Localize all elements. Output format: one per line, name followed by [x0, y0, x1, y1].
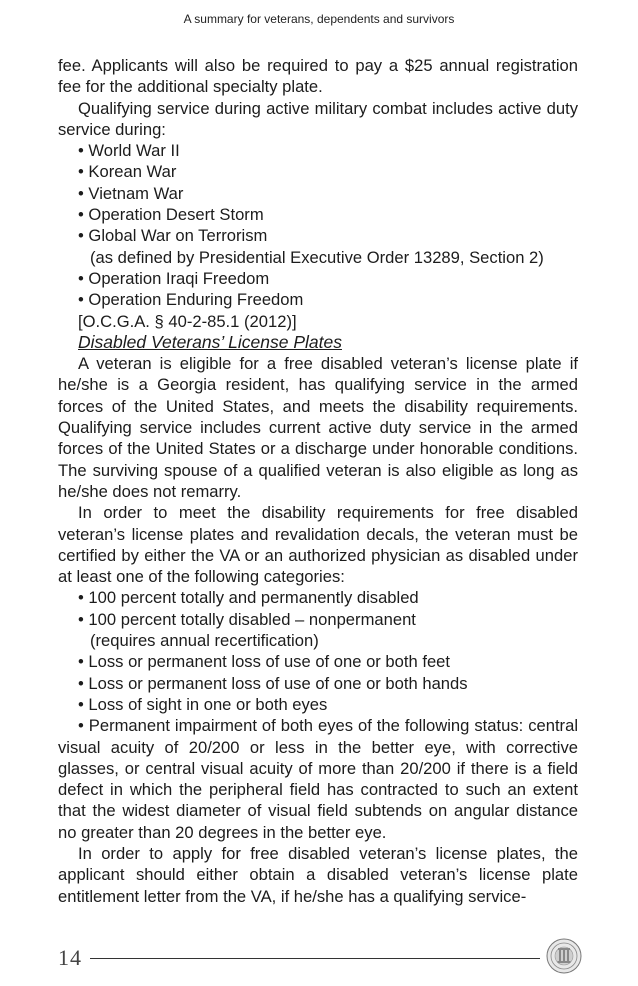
paragraph-application: In order to apply for free disabled veteran’s license plates, the applicant should either obtain a disabled veteran’s license plate entitlement letter from the VA, if he/she has a qualifying service-: [58, 843, 578, 906]
paragraph-qualifying-service: Qualifying service during active military combat includes active duty service during:: [58, 98, 578, 139]
page-number: 14: [58, 945, 82, 970]
paragraph-disability-requirements: In order to meet the disability requirements for free disabled veteran’s license plates and revalidation decals, the veteran must be certified by either the VA or an authorized physician as disabled under at least one of the following categories:: [58, 503, 578, 587]
combat-service-list: [58, 140, 578, 310]
paragraph-eligibility: A veteran is eligible for a free disabled veteran’s license plate if he/she is a Georgia resident, has qualifying service in the armed forces of the United States, and meets the disability requirements. Qualifying service includes current active duty service in the armed forces of the United States or a discharge under honorable conditions. The surviving spouse of a qualified veteran is also eligible as long as he/she does not remarry.: [58, 354, 578, 501]
list-item: • Loss or permanent loss of use of one or both feet: [78, 652, 451, 672]
list-item: • 100 percent totally disabled – nonpermanent: [78, 609, 416, 629]
list-item: • 100 percent totally and permanently disabled: [78, 588, 419, 608]
list-item: • Operation Iraqi Freedom: [78, 268, 270, 288]
footer-rule: [90, 958, 540, 959]
list-item: • Operation Desert Storm: [78, 205, 264, 225]
disability-category-list: [58, 587, 578, 715]
list-item: • World War II: [78, 141, 180, 161]
paragraph-visual-impairment: • Permanent impairment of both eyes of the following status: central visual acuity of 20/200 or less in the better eye, with corrective glasses, or central visual acuity of more than 20/200 if there is a field defect in which the peripheral field has contracted to such an extent that the widest diameter of visual field subtends on angular distance no greater than 20 degrees in the better eye.: [58, 716, 578, 842]
page-body: [58, 55, 578, 907]
section-heading: Disabled Veterans’ License Plates: [78, 331, 342, 352]
list-item: • Loss of sight in one or both eyes: [78, 694, 328, 714]
list-item: • Korean War: [78, 162, 177, 182]
list-item-note: (requires annual recertification): [90, 631, 319, 651]
list-item: • Operation Enduring Freedom: [78, 290, 304, 310]
list-item: • Vietnam War: [78, 183, 184, 203]
paragraph-fee: fee. Applicants will also be required to pay a $25 annual registration fee for the additional specialty plate.: [58, 56, 578, 97]
state-seal-icon: [546, 938, 582, 974]
list-item-note: (as defined by Presidential Executive Order 13289, Section 2): [90, 247, 544, 267]
list-item: • Loss or permanent loss of use of one or both hands: [78, 673, 468, 693]
legal-citation: [O.C.G.A. § 40-2-85.1 (2012)]: [78, 311, 297, 331]
list-item: • Global War on Terrorism: [78, 226, 268, 246]
running-header: A summary for veterans, dependents and survivors: [183, 12, 455, 26]
